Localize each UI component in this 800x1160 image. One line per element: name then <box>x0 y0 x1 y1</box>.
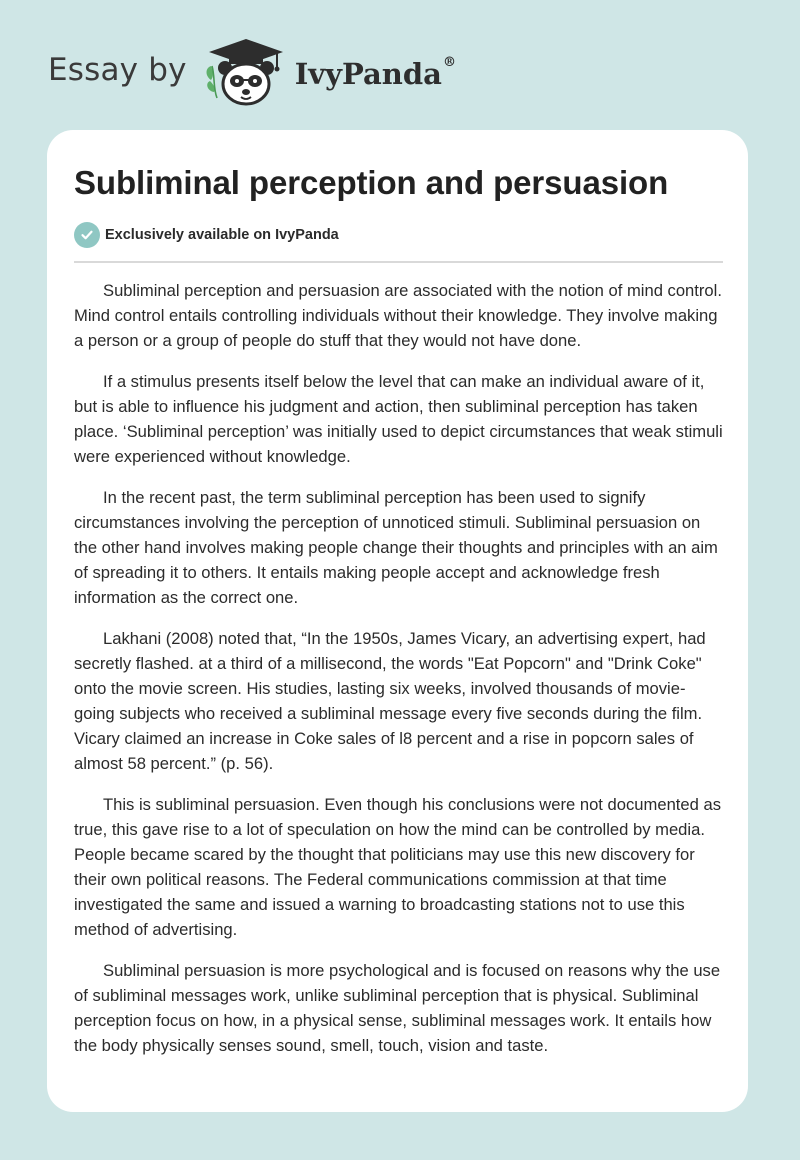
ivypanda-logo-icon[interactable] <box>201 36 291 108</box>
page-title: Subliminal perception and persuasion <box>74 164 669 201</box>
check-circle-icon <box>74 222 100 248</box>
paragraph: This is subliminal persuasion. Even though his conclusions were not documented as true, this gave rise to a lot of speculation on how the mind can be controlled by media. People became scared by the thought that politicians may use this new discovery for their own political reasons. The Federal communications commission at that time investigated the same and issued a warning to broadcasting stations not to use this method of advertising. <box>74 795 721 939</box>
paragraph: Subliminal persuasion is more psychological and is focused on reasons why the use of subliminal messages work, unlike subliminal perception that is physical. Subliminal perception focus on how, in a physical sense, subliminal messages work. It entails how the body physically senses sound, smell, touch, vision and taste. <box>74 961 721 1055</box>
site-header <box>48 36 456 108</box>
paragraph: If a stimulus presents itself below the level that can make an individual aware of it, but is able to influence his judgment and action, then subliminal perception has taken place. ‘Subliminal perception’ was initially used to depict circumstances that weak stimuli were experienced without knowledge. <box>74 372 723 466</box>
brand-name[interactable]: IvyPanda® <box>294 55 456 91</box>
paragraph: In the recent past, the term subliminal perception has been used to signify circumstances involving the perception of unnoticed stimuli. Subliminal persuasion on the other hand involves making people change their thoughts and principles with an aim of spreading it to others. It entails making people accept and acknowledge fresh information as the correct one. <box>74 488 718 607</box>
exclusive-badge <box>74 222 339 248</box>
essay-body <box>74 278 724 1074</box>
paragraph: Subliminal perception and persuasion are associated with the notion of mind control. Mind control entails controlling individuals without their knowledge. They involve making a person or a group of people do stuff that they would not have done. <box>74 281 722 350</box>
paragraph: Lakhani (2008) noted that, “In the 1950s, James Vicary, an advertising expert, had secretly flashed. at a third of a millisecond, the words "Eat Popcorn" and "Drink Coke" onto the movie screen. His studies, lasting six weeks, involved thousands of movie-going subjects who received a subliminal message every five seconds during the film. Vicary claimed an increase in Coke sales of l8 percent and a rise in popcorn sales of almost 58 percent.” (p. 56). <box>74 629 706 773</box>
registered-mark: ® <box>442 55 456 70</box>
essay-card <box>47 130 748 1112</box>
essay-by-label: Essay by <box>48 52 187 88</box>
divider <box>74 261 723 263</box>
exclusive-badge-label: Exclusively available on IvyPanda <box>105 227 339 243</box>
